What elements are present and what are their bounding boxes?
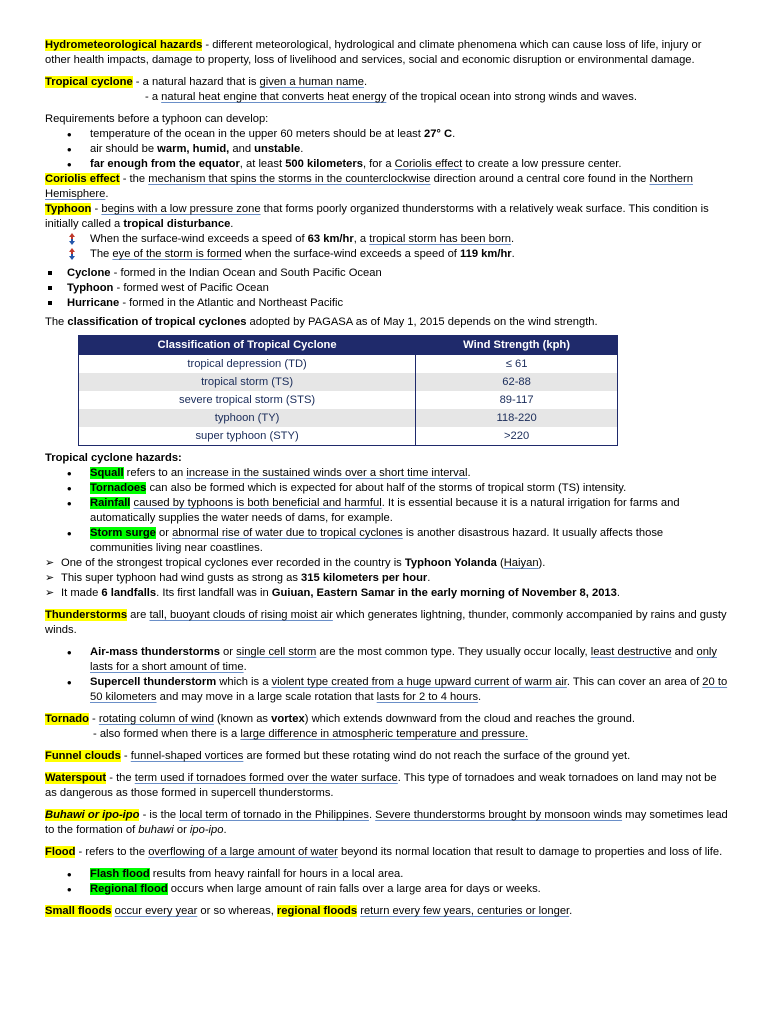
yolanda-list	[45, 556, 728, 601]
tropical-line2: - a natural heat engine that converts heat energy of the tropical ocean into strong winds and waves.	[145, 91, 637, 103]
table-row	[79, 373, 618, 391]
column-header: Classification of Tropical Cyclone	[79, 336, 416, 355]
list-item: ➢ This super typhoon had wind gusts as strong as 315 kilometers per hour.	[45, 572, 431, 584]
classification-table	[78, 335, 618, 446]
term-tropical-cyclone: Tropical cyclone	[45, 76, 133, 88]
list-item: Cyclone - formed in the Indian Ocean and South Pacific Ocean	[45, 266, 728, 281]
table-cell: 89-117	[416, 391, 618, 409]
hydro-paragraph: Hydrometeorological hazards - different meteorological, hydrological and climate phenomena which can cause loss of life, injury or other health impacts, damage to property, loss of livelihood and services, social and economic disruption or environmental damage.	[45, 39, 702, 66]
buhawi-paragraph: Buhawi or ipo-ipo - is the local term of tornado in the Philippines. Severe thunderstorms brought by monsoon winds may sometimes lead to the formation of buhawi or ipo-ipo.	[45, 809, 728, 836]
bullet-icon: •	[67, 466, 72, 481]
column-header: Wind Strength (kph)	[416, 336, 618, 355]
list-item: • air should be warm, humid, and unstable.	[67, 142, 304, 157]
tropical-paragraph: Tropical cyclone - a natural hazard that is given a human name.	[45, 76, 368, 88]
term-tornado: Tornado	[45, 713, 89, 725]
list-item: • Regional flood occurs when large amount of rain falls over a large area for days or weeks.	[67, 882, 541, 897]
updown-arrow-icon	[68, 233, 76, 245]
table-header-row	[79, 336, 618, 355]
term-waterspout: Waterspout	[45, 772, 107, 784]
list-item: • Tornadoes can also be formed which is expected for about half of the storms of tropical storm (TS) intensity.	[67, 481, 627, 496]
tornado-line2: - also formed when there is a large difference in atmospheric temperature and pressure.	[93, 728, 529, 740]
bullet-icon: •	[67, 481, 72, 496]
classification-intro: The classification of tropical cyclones adopted by PAGASA as of May 1, 2015 depends on the wind strength.	[45, 316, 598, 328]
bullet-icon: •	[67, 142, 72, 157]
table-cell: tropical depression (TD)	[79, 355, 416, 374]
flood-paragraph: Flood - refers to the overflowing of a large amount of water beyond its normal location that result to damage to properties and loss of life.	[45, 846, 723, 858]
list-item: ➢ It made 6 landfalls. Its first landfall was in Guiuan, Eastern Samar in the early morning of November 8, 2013.	[45, 587, 620, 599]
bullet-icon: •	[67, 526, 72, 541]
list-item: Hurricane - formed in the Atlantic and Northeast Pacific	[45, 296, 728, 311]
bullet-icon: •	[67, 645, 72, 660]
table-row	[79, 409, 618, 427]
square-bullet-icon	[48, 271, 52, 275]
term-hydro: Hydrometeorological hazards	[45, 39, 203, 51]
term-typhoon: Typhoon	[45, 203, 92, 215]
funnel-paragraph: Funnel clouds - funnel-shaped vortices are formed but these rotating wind do not reach the surface of the ground yet.	[45, 750, 631, 762]
bullet-icon: •	[67, 127, 72, 142]
bullet-icon: •	[67, 157, 72, 172]
table-cell: super typhoon (STY)	[79, 427, 416, 446]
thunderstorm-types	[45, 645, 728, 705]
bullet-icon: •	[67, 882, 72, 897]
term-regional-floods: regional floods	[276, 905, 358, 917]
list-item: The eye of the storm is formed when the surface-wind exceeds a speed of 119 km/hr.	[45, 247, 728, 262]
requirements-intro: Requirements before a typhoon can develop:	[45, 113, 269, 125]
table-cell: >220	[416, 427, 618, 446]
table-cell: ≤ 61	[416, 355, 618, 374]
list-item: Typhoon - formed west of Pacific Ocean	[45, 281, 728, 296]
table-row	[79, 391, 618, 409]
table-cell: 118-220	[416, 409, 618, 427]
updown-arrow-icon	[68, 248, 76, 260]
term-funnel-clouds: Funnel clouds	[45, 750, 121, 762]
list-item: • Rainfall caused by typhoons is both beneficial and harmful. It is essential because it is a natural irrigation for farms and automatically supplies the water needs of dams, for example.	[67, 496, 680, 524]
hazards-list	[45, 466, 728, 556]
term-small-floods: Small floods	[45, 905, 112, 917]
term-thunderstorms: Thunderstorms	[45, 609, 128, 621]
square-bullet-icon	[48, 286, 52, 290]
requirements-list	[45, 127, 728, 172]
list-item: • far enough from the equator, at least 500 kilometers, for a Coriolis effect to create a low pressure center.	[67, 157, 622, 172]
term-flood: Flood	[45, 846, 76, 858]
table-cell: tropical storm (TS)	[79, 373, 416, 391]
small-floods-paragraph: Small floods occur every year or so whereas, regional floods return every few years, centuries or longer.	[45, 905, 573, 917]
list-item: • temperature of the ocean in the upper 60 meters should be at least 27° C.	[67, 127, 456, 142]
arrow-bullet-icon: ➢	[45, 557, 55, 569]
tornado-paragraph: Tornado - rotating column of wind (known as vortex) which extends downward from the cloud and reaches the ground.	[45, 713, 635, 725]
bullet-icon: •	[67, 675, 72, 690]
list-item: When the surface-wind exceeds a speed of 63 km/hr, a tropical storm has been born.	[45, 232, 728, 247]
list-item: • Supercell thunderstorm which is a violent type created from a huge upward current of warm air. This can cover an area of 20 to 50 kilometers and may move in a large scale rotation that lasts for 2 to 4 hours.	[67, 675, 728, 703]
coriolis-paragraph: Coriolis effect - the mechanism that spins the storms in the counterclockwise direction around a central core found in the Northern Hemisphere.	[45, 173, 693, 200]
typhoon-stages	[45, 232, 728, 262]
bullet-icon: •	[67, 496, 72, 511]
term-coriolis: Coriolis effect	[45, 173, 120, 185]
list-item: • Storm surge or abnormal rise of water due to tropical cyclones is another disastrous hazard. It usually affects those communities living near coastlines.	[67, 526, 664, 554]
list-item: ➢ One of the strongest tropical cyclones ever recorded in the country is Typhoon Yolanda (Haiyan).	[45, 557, 546, 569]
table-cell: typhoon (TY)	[79, 409, 416, 427]
table-cell: severe tropical storm (STS)	[79, 391, 416, 409]
list-item: • Flash flood results from heavy rainfall for hours in a local area.	[67, 867, 404, 882]
arrow-bullet-icon: ➢	[45, 587, 55, 599]
hazards-title: Tropical cyclone hazards:	[45, 452, 182, 464]
table-row	[79, 355, 618, 374]
list-item: • Air-mass thunderstorms or single cell storm are the most common type. They usually occur locally, least destructive and only lasts for a short amount of time.	[67, 645, 717, 673]
table-cell: 62-88	[416, 373, 618, 391]
bullet-icon: •	[67, 867, 72, 882]
square-bullet-icon	[48, 301, 52, 305]
table-row	[79, 427, 618, 446]
arrow-bullet-icon: ➢	[45, 572, 55, 584]
typhoon-paragraph: Typhoon - begins with a low pressure zone that forms poorly organized thunderstorms with a relatively weak surface. This condition is initially called a tropical disturbance.	[45, 203, 709, 230]
term-buhawi: Buhawi or ipo-ipo	[45, 809, 140, 821]
cyclone-names-list	[45, 266, 728, 311]
list-item: • Squall refers to an increase in the sustained winds over a short time interval.	[67, 466, 471, 481]
thunderstorms-paragraph: Thunderstorms are tall, buoyant clouds of rising moist air which generates lightning, thunder, commonly accompanied by rains and gusty winds.	[45, 609, 727, 636]
waterspout-paragraph: Waterspout - the term used if tornadoes formed over the water surface. This type of tornadoes and weak tornadoes on land may not be as dangerous as those formed in supercell thunderstorms.	[45, 772, 717, 799]
flood-types	[45, 867, 728, 897]
